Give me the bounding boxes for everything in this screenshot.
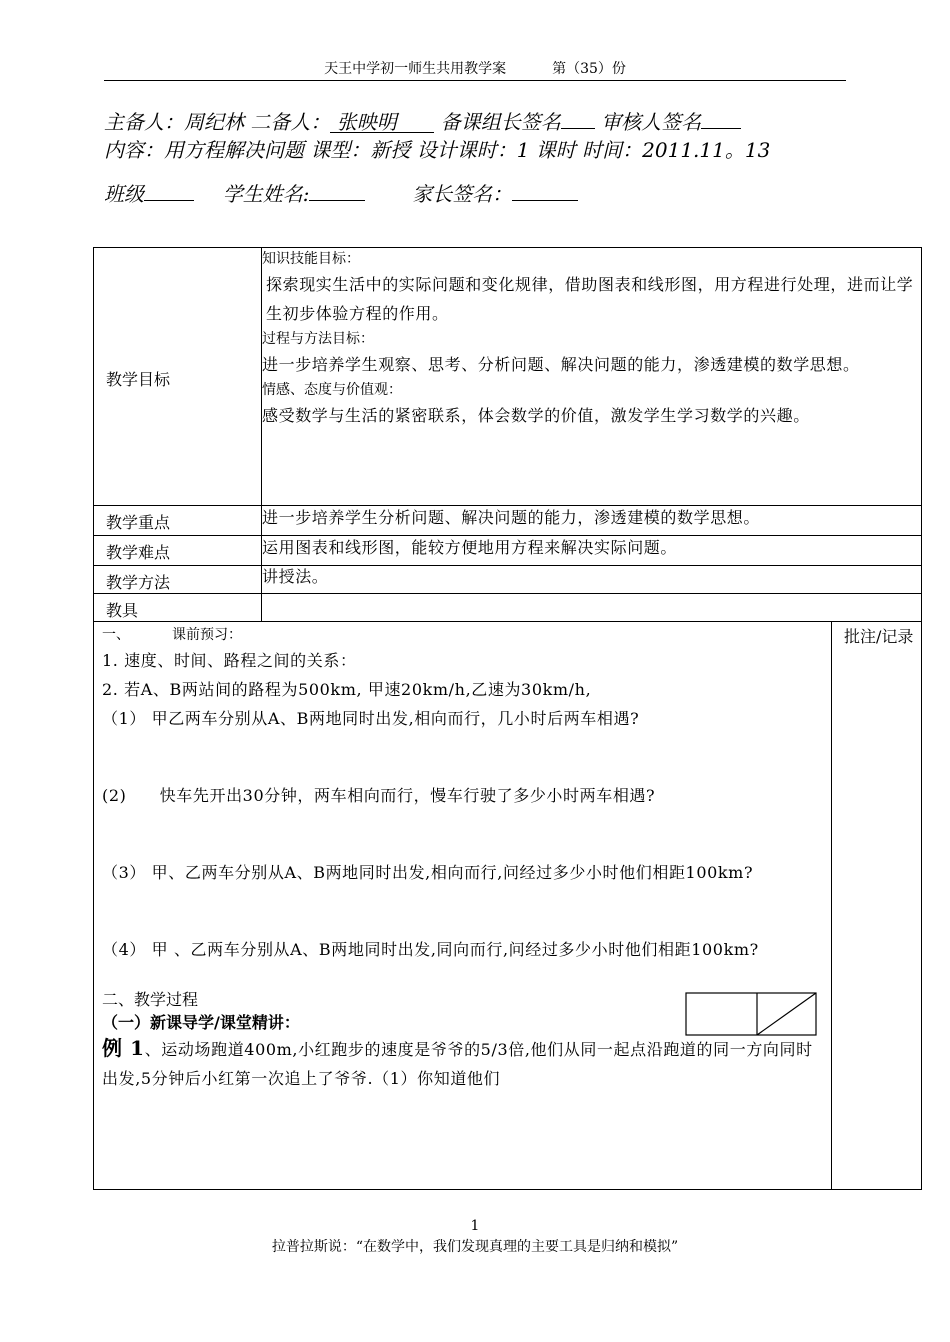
difficulty-label: 教学难点 <box>94 536 262 566</box>
student-name-label: 学生姓名: <box>222 182 310 206</box>
reviewer-signature-field[interactable] <box>701 128 741 129</box>
lesson-plan-table <box>93 247 922 1190</box>
page-number: 1 <box>470 1218 480 1234</box>
difficulty-text: 运用图表和线形图，能较方便地用方程来解决实际问题。 <box>262 536 922 566</box>
tools-row <box>94 594 922 622</box>
tools-content[interactable] <box>262 594 922 622</box>
second-preparer-field[interactable] <box>330 112 434 133</box>
preview-heading <box>102 624 825 646</box>
lead-preparer: 主备人：周纪林 <box>104 110 244 134</box>
knowledge-text: 探索现实生活中的实际问题和变化规律，借助图表和线形图，用方程进行处理，进而让学生初步体验方程的作用。 <box>266 275 914 323</box>
preview-q1: 1. 速度、时间、路程之间的关系： <box>102 651 357 670</box>
reviewer-label: 审核人签名 <box>601 110 702 134</box>
example-1-label: 例 1 <box>102 1036 145 1060</box>
preview-s1: （1） 甲乙两车分别从A、B两地同时出发,相向而行，几小时后两车相遇? <box>102 709 640 728</box>
key-row <box>94 506 922 536</box>
key-label: 教学重点 <box>94 506 262 536</box>
method-text: 讲授法。 <box>262 566 922 594</box>
parent-signature-field[interactable] <box>512 200 578 201</box>
notes-label: 批注/记录 <box>844 627 914 646</box>
preview-q2: 2. 若A、B两站间的路程为500km, 甲速20km/h,乙速为30km/h, <box>102 680 592 699</box>
knowledge-title: 知识技能目标： <box>262 251 360 267</box>
meta-line-3 <box>104 182 578 206</box>
method-label: 教学方法 <box>94 566 262 594</box>
segment-diagram-diagonal <box>757 993 816 1035</box>
objectives-label: 教学目标 <box>94 248 262 506</box>
emotion-text: 感受数学与生活的紧密联系，体会数学的价值，激发学生学习数学的兴趣。 <box>262 406 810 425</box>
meta-line-1 <box>104 110 741 134</box>
difficulty-row <box>94 536 922 566</box>
header-issue: 第（35）份 <box>552 61 626 77</box>
group-leader-label: 备课组长签名 <box>440 110 561 134</box>
tools-label: 教具 <box>94 594 262 622</box>
meta-line-2: 内容：用方程解决问题 课型：新授 设计课时：1 课时 时间：2011.11。13 <box>104 138 771 162</box>
second-preparer-value: 张映明 <box>336 110 397 134</box>
process-title: 过程与方法目标： <box>262 331 374 347</box>
preview-s3: （3） 甲、乙两车分别从A、B两地同时出发,相向而行,问经过多少小时他们相距100km? <box>102 863 754 882</box>
student-name-field[interactable] <box>309 200 365 201</box>
preview-heading-text: 课前预习： <box>172 627 242 643</box>
process-heading: 二、教学过程 <box>102 990 199 1009</box>
process-subheading: （一）新课导学/课堂精讲： <box>102 1013 300 1032</box>
class-label: 班级 <box>104 182 144 206</box>
preview-heading-number: 一、 <box>102 627 130 643</box>
process-section <box>102 988 825 1093</box>
main-content <box>94 622 832 1190</box>
segment-diagram-frame <box>686 993 816 1035</box>
method-row <box>94 566 922 594</box>
preview-s2: (2) 快车先开出30分钟，两车相向而行，慢车行驶了多少小时两车相遇? <box>102 786 656 805</box>
footer-quote: 拉普拉斯说：“在数学中，我们发现真理的主要工具是归纳和模拟” <box>271 1239 679 1255</box>
emotion-title: 情感、态度与价值观： <box>262 382 402 398</box>
segment-diagram <box>685 992 817 1036</box>
objectives-row <box>94 248 922 506</box>
main-row <box>94 622 922 1190</box>
page-header <box>104 58 846 81</box>
example-1-text: 、运动场跑道400m,小红跑步的速度是爷爷的5/3倍,他们从同一起点沿跑道的同一方向同时出发,5分钟后小红第一次追上了爷爷.（1）你知道他们 <box>102 1040 813 1088</box>
second-preparer-label: 二备人： <box>250 110 331 134</box>
key-text: 进一步培养学生分析问题、解决问题的能力，渗透建模的数学思想。 <box>262 506 922 536</box>
header-title: 天王中学初一师生共用教学案 <box>324 61 507 77</box>
class-field[interactable] <box>144 200 194 201</box>
notes-column[interactable] <box>832 622 922 1190</box>
preview-s4: （4） 甲 、乙两车分别从A、B两地同时出发,同向而行,问经过多少小时他们相距100km? <box>102 940 759 959</box>
parent-signature-label: 家长签名： <box>412 182 513 206</box>
example-1 <box>102 1034 825 1093</box>
group-leader-signature-field[interactable] <box>561 128 595 129</box>
process-text: 进一步培养学生观察、思考、分析问题、解决问题的能力，渗透建模的数学思想。 <box>262 355 860 374</box>
objectives-content <box>262 248 922 506</box>
